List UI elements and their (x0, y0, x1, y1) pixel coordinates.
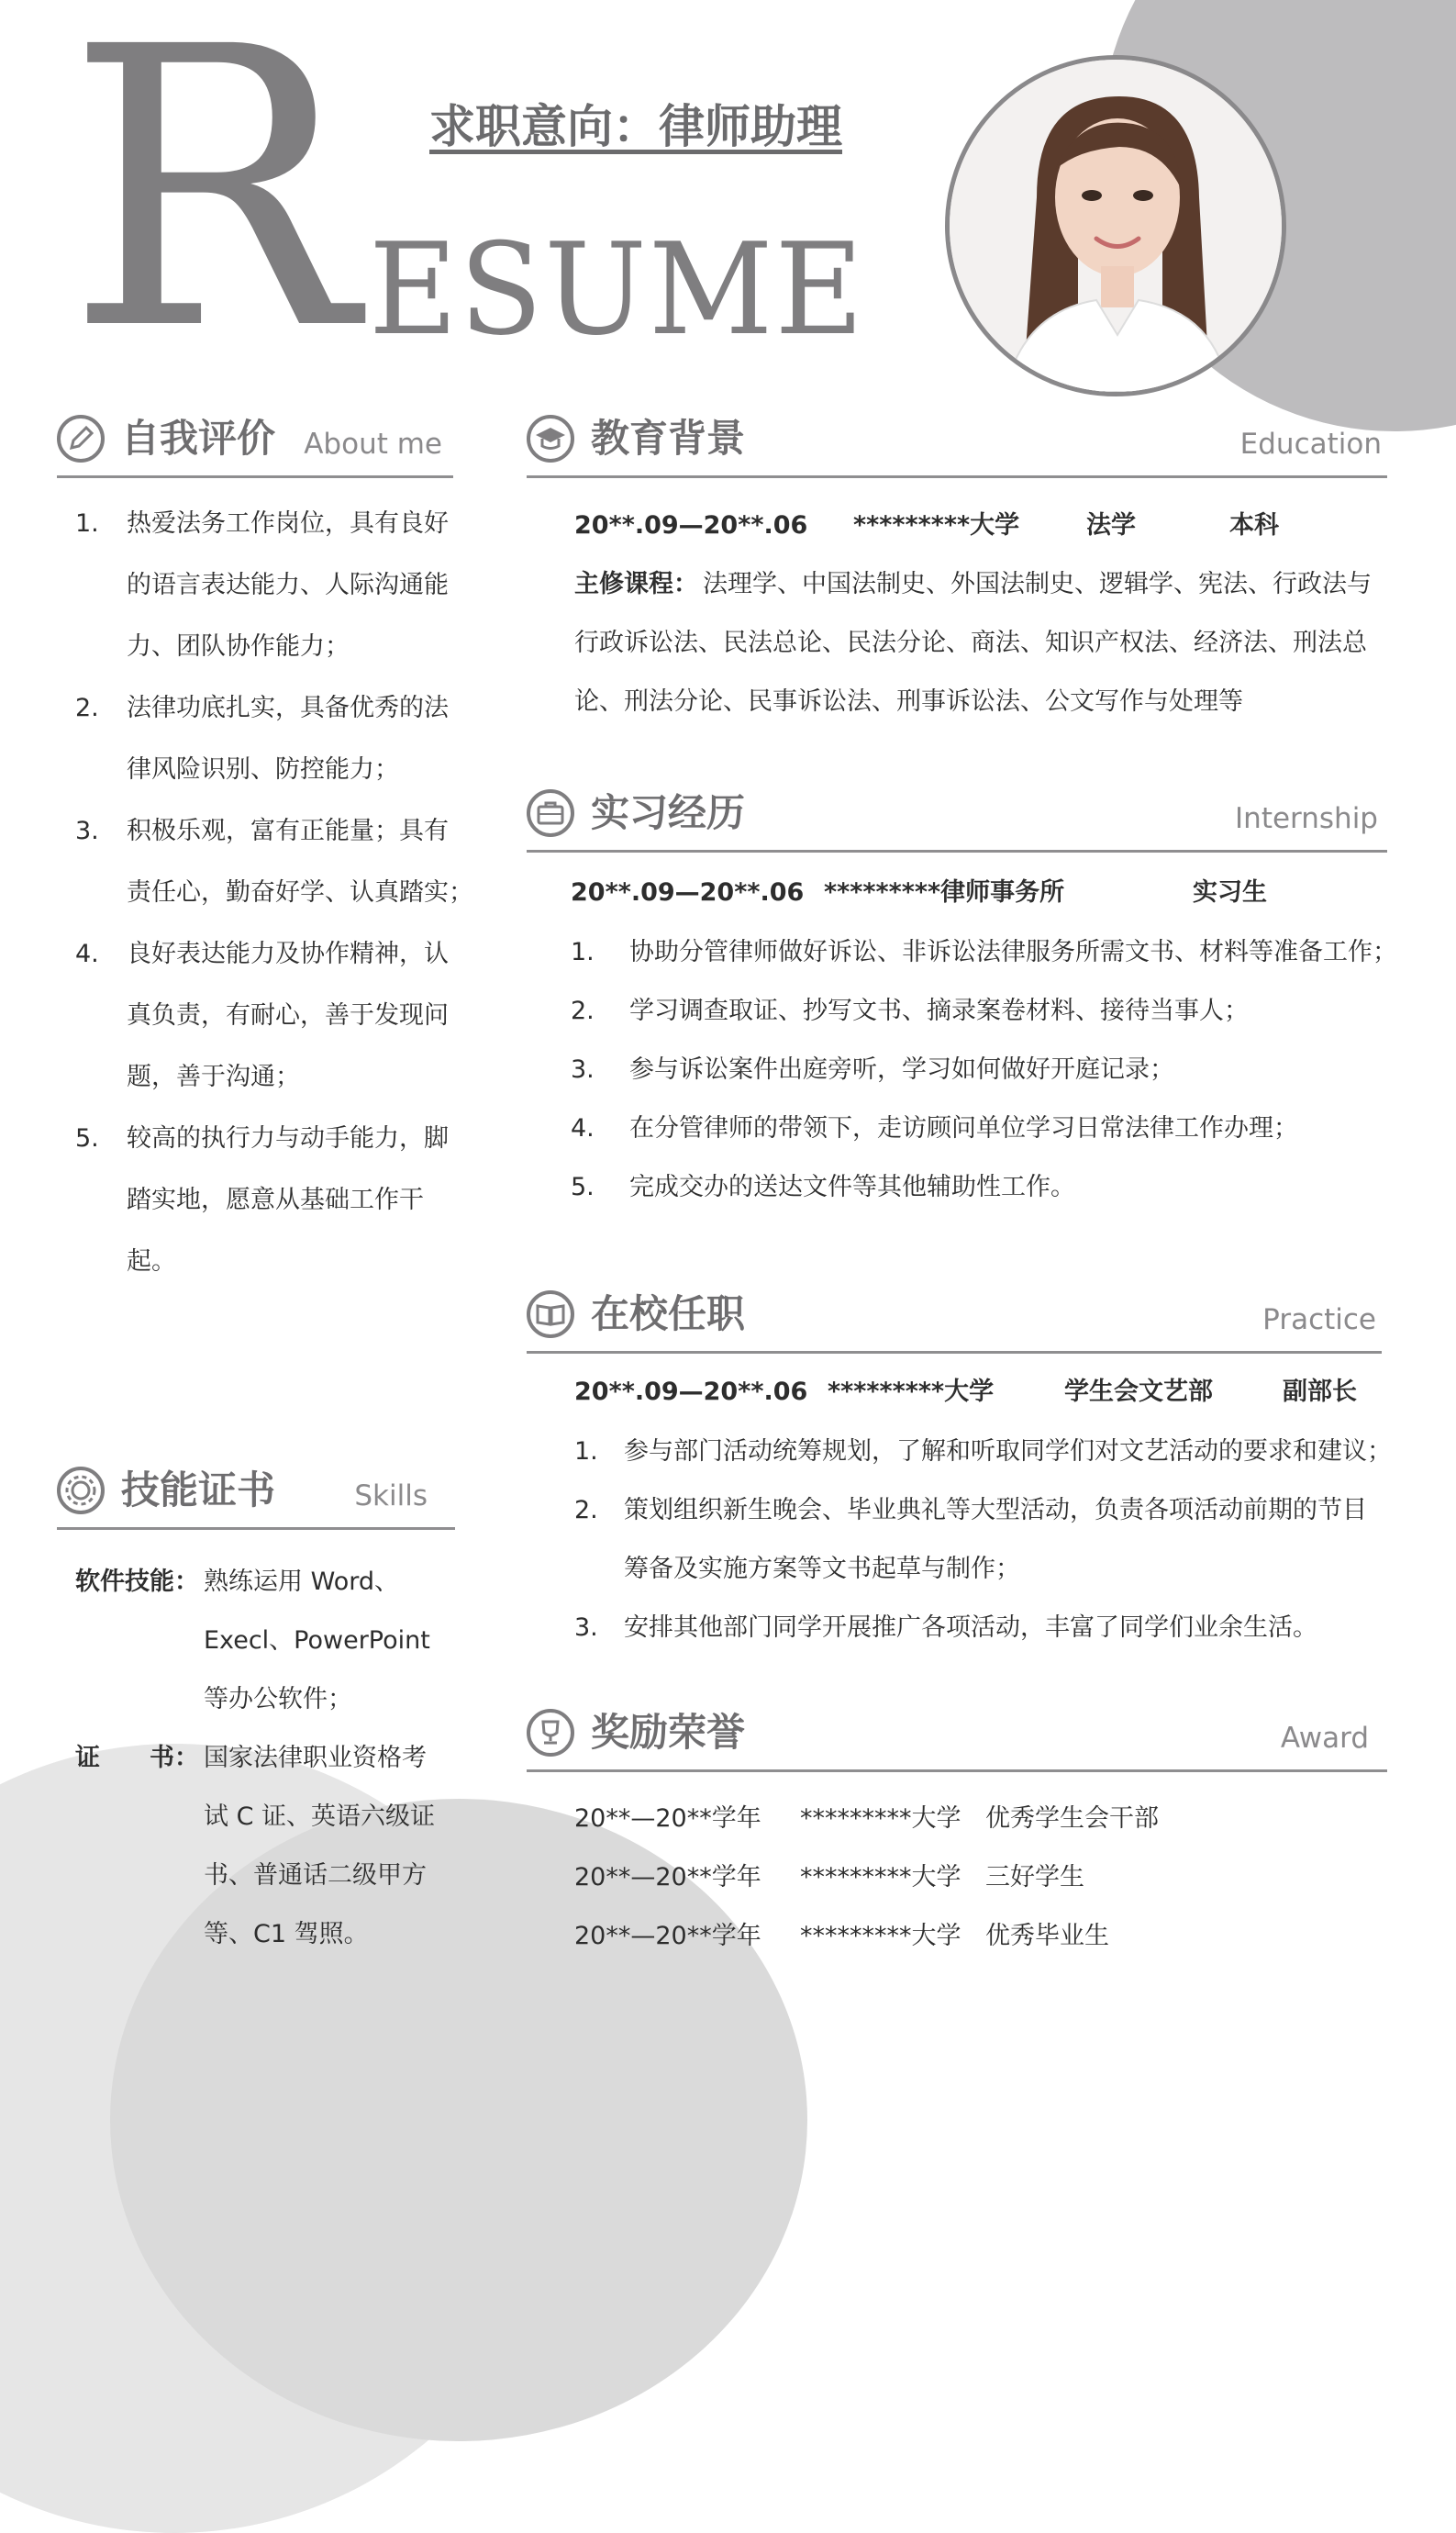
section-skills-heading (57, 1463, 455, 1530)
internship-role: 实习生 (1193, 878, 1267, 907)
courses-label: 主修课程： (574, 570, 698, 598)
award-row-3-year: 20**—20**学年 (574, 1922, 761, 1950)
resume-logo-r: R (66, 0, 357, 415)
section-practice-subtitle: Practice (1262, 1303, 1376, 1336)
about-item-5-line-3: 起。 (127, 1247, 176, 1276)
section-internship-title: 实习经历 (591, 790, 746, 835)
section-skills-subtitle: Skills (354, 1479, 428, 1512)
section-practice-title: 在校任职 (591, 1291, 746, 1336)
about-item-5-number: 5. (75, 1124, 99, 1153)
practice-item-3-number: 3. (574, 1613, 598, 1642)
internship-item-5-text: 完成交办的送达文件等其他辅助性工作。 (629, 1173, 1075, 1201)
education-major: 法学 (1086, 511, 1136, 540)
job-intent-title: 求职意向：律师助理 (429, 100, 842, 153)
software-skills-line-2: Execl、PowerPoint (204, 1626, 430, 1655)
trophy-icon (527, 1709, 574, 1757)
internship-item-2-text: 学习调查取证、抄写文书、摘录案卷材料、接待当事人； (629, 997, 1249, 1025)
section-education-heading (527, 411, 1387, 478)
award-row-1-honor: 优秀学生会干部 (985, 1804, 1159, 1833)
award-row-3-org: *********大学 (800, 1922, 961, 1950)
about-item-1-line-3: 力、团队协作能力； (127, 632, 350, 661)
resume-logo-rest: ESUME (369, 216, 866, 363)
internship-item-1-text: 协助分管律师做好诉讼、非诉讼法律服务所需文书、材料等准备工作； (629, 938, 1397, 966)
about-item-2-line-2: 律风险识别、防控能力； (127, 755, 399, 784)
about-item-2-number: 2. (75, 694, 99, 722)
courses-line-3: 论、刑法分论、民事诉讼法、刑事诉讼法、公文写作与处理等 (574, 687, 1243, 716)
about-item-3-number: 3. (75, 817, 99, 845)
section-education-title: 教育背景 (591, 416, 746, 461)
section-award-heading (527, 1705, 1387, 1772)
education-school: *********大学 (853, 511, 1020, 540)
gear-icon (57, 1467, 105, 1514)
internship-item-2-number: 2. (571, 997, 595, 1025)
award-row-2-org: *********大学 (800, 1863, 961, 1891)
practice-item-1-number: 1. (574, 1437, 598, 1466)
certificate-line-4: 等、C1 驾照。 (204, 1920, 369, 1948)
section-internship-subtitle: Internship (1235, 802, 1378, 835)
practice-org: *********大学 (828, 1378, 995, 1406)
book-icon (527, 1290, 574, 1338)
internship-item-1-number: 1. (571, 938, 595, 966)
about-item-4-number: 4. (75, 940, 99, 968)
about-item-4-line-3: 题，善于沟通； (127, 1063, 300, 1091)
practice-role: 副部长 (1283, 1378, 1357, 1406)
section-award-title: 奖励荣誉 (591, 1710, 746, 1755)
section-about-heading (57, 411, 453, 478)
section-practice-heading (527, 1287, 1382, 1354)
graduation-cap-icon (527, 415, 574, 463)
courses-line-1: 法理学、中国法制史、外国法制史、逻辑学、宪法、行政法与 (703, 570, 1372, 598)
award-row-2-honor: 三好学生 (985, 1863, 1084, 1891)
section-about-title: 自我评价 (121, 416, 276, 461)
award-row-1-org: *********大学 (800, 1804, 961, 1833)
practice-item-1-line-1: 参与部门活动统筹规划，了解和听取同学们对文艺活动的要求和建议； (624, 1437, 1392, 1466)
about-item-3-line-1: 积极乐观，富有正能量；具有 (127, 817, 449, 845)
certificate-line-2: 试 C 证、英语六级证 (204, 1802, 436, 1831)
about-item-4-line-1: 良好表达能力及协作精神，认 (127, 940, 449, 968)
certificate-line-1: 国家法律职业资格考 (204, 1744, 427, 1772)
internship-period: 20**.09—20**.06 (571, 878, 805, 907)
about-item-1-number: 1. (75, 509, 99, 538)
practice-item-2-line-2: 筹备及实施方案等文书起草与制作； (624, 1555, 1020, 1583)
about-item-3-line-2: 责任心，勤奋好学、认真踏实； (127, 878, 473, 907)
section-about-subtitle: About me (304, 428, 442, 461)
education-period: 20**.09—20**.06 (574, 511, 808, 540)
internship-item-5-number: 5. (571, 1173, 595, 1201)
certificate-line-3: 书、普通话二级甲方 (204, 1861, 427, 1890)
software-skills-label: 软件技能： (75, 1568, 199, 1596)
practice-item-3-line-1: 安排其他部门同学开展推广各项活动，丰富了同学们业余生活。 (624, 1613, 1317, 1642)
about-item-5-line-2: 踏实地，愿意从基础工作干 (127, 1186, 424, 1214)
practice-item-2-line-1: 策划组织新生晚会、毕业典礼等大型活动，负责各项活动前期的节目 (624, 1496, 1367, 1524)
certificate-label: 证 书： (75, 1744, 199, 1772)
education-degree: 本科 (1229, 511, 1279, 540)
internship-org: *********律师事务所 (824, 878, 1065, 907)
about-item-2-line-1: 法律功底扎实，具备优秀的法 (127, 694, 449, 722)
section-internship-heading (527, 786, 1387, 853)
about-item-5-line-1: 较高的执行力与动手能力，脚 (127, 1124, 449, 1153)
section-education-subtitle: Education (1239, 428, 1382, 461)
section-skills-title: 技能证书 (121, 1467, 276, 1512)
practice-item-2-number: 2. (574, 1496, 598, 1524)
section-award-subtitle: Award (1280, 1722, 1369, 1755)
award-row-1-year: 20**—20**学年 (574, 1804, 761, 1833)
internship-item-3-number: 3. (571, 1055, 595, 1084)
about-item-1-line-1: 热爱法务工作岗位，具有良好 (127, 509, 449, 538)
internship-item-3-text: 参与诉讼案件出庭旁听，学习如何做好开庭记录； (629, 1055, 1174, 1084)
award-row-2-year: 20**—20**学年 (574, 1863, 761, 1891)
about-item-1-line-2: 的语言表达能力、人际沟通能 (127, 571, 449, 599)
practice-dept: 学生会文艺部 (1064, 1378, 1213, 1406)
internship-item-4-number: 4. (571, 1114, 595, 1143)
portrait-illustration (950, 60, 1282, 392)
internship-item-4-text: 在分管律师的带领下，走访顾问单位学习日常法律工作办理； (629, 1114, 1298, 1143)
courses-line-2: 行政诉讼法、民法总论、民法分论、商法、知识产权法、经济法、刑法总 (574, 629, 1367, 657)
about-item-4-line-2: 真负责，有耐心，善于发现问 (127, 1001, 449, 1030)
software-skills-line-1: 熟练运用 Word、 (204, 1568, 399, 1596)
practice-period: 20**.09—20**.06 (574, 1378, 808, 1406)
briefcase-icon (527, 789, 574, 837)
software-skills-line-3: 等办公软件； (204, 1685, 352, 1713)
profile-photo (945, 55, 1286, 396)
pencil-icon (57, 415, 105, 463)
award-row-3-honor: 优秀毕业生 (985, 1922, 1109, 1950)
